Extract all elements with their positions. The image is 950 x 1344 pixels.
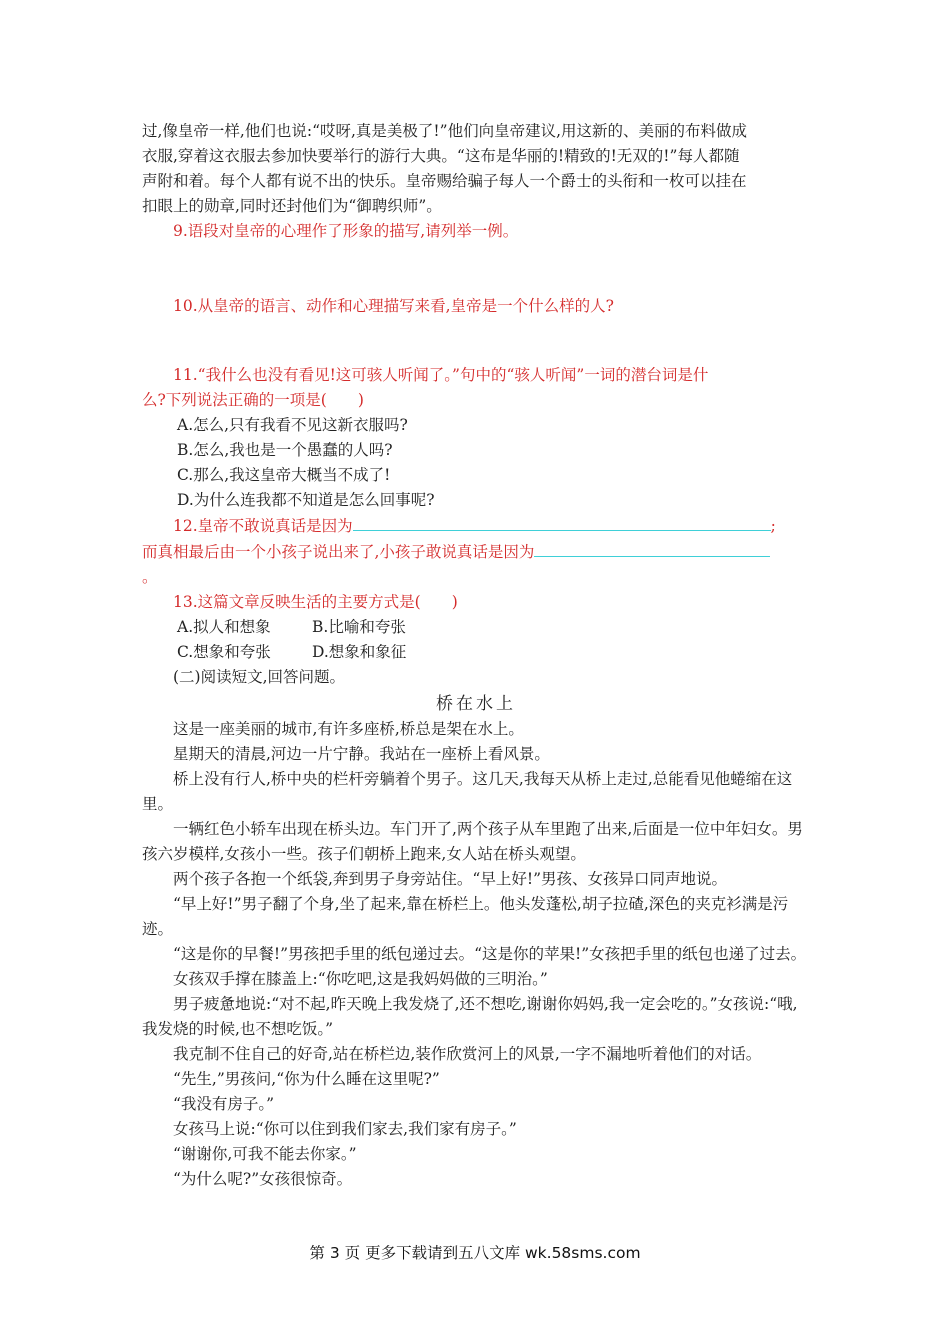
- page-footer: 第 3 页 更多下载请到五八文库 wk.58sms.com: [309, 1244, 641, 1262]
- option-row: [142, 640, 810, 665]
- question-12-line2: [142, 539, 810, 565]
- story-paragraph: 一辆红色小轿车出现在桥头边。车门开了,两个孩子从车里跑了出来,后面是一位中年妇女。男孩六岁模样,女孩小一些。孩子们朝桥上跑来,女人站在桥头观望。: [142, 820, 803, 863]
- passage-line: 过,像皇帝一样,他们也说:“哎呀,真是美极了!”他们向皇帝建议,用这新的、美丽的布料做成: [142, 122, 748, 140]
- option-a: A.怎么,只有我看不见这新衣服吗?: [177, 416, 408, 434]
- story-paragraph: “为什么呢?”女孩很惊奇。: [173, 1170, 353, 1188]
- question-11-line2: 么?下列说法正确的一项是( ): [142, 391, 364, 409]
- page-content: [142, 119, 810, 1192]
- question-10: 10.从皇帝的语言、动作和心理描写来看,皇帝是一个什么样的人?: [173, 297, 614, 315]
- story-paragraph: 这是一座美丽的城市,有许多座桥,桥总是架在水上。: [173, 720, 524, 738]
- question-11-line1: 11.“我什么也没有看见!这可骇人听闻了。”句中的“骇人听闻”一词的潜台词是什: [173, 366, 709, 384]
- question-12-line1: [142, 513, 810, 539]
- question-12-end: 。: [142, 568, 158, 586]
- option-c: C.想象和夸张: [177, 643, 271, 661]
- story-paragraph: 女孩马上说:“你可以住到我们家去,我们家有房子。”: [173, 1120, 517, 1138]
- story-paragraph: 桥上没有行人,桥中央的栏杆旁躺着个男子。这几天,我每天从桥上走过,总能看见他蜷缩在这里。: [142, 770, 793, 813]
- question-13: 13.这篇文章反映生活的主要方式是( ): [173, 593, 458, 611]
- story-paragraph: “早上好!”男子翻了个身,坐了起来,靠在桥栏上。他头发蓬松,胡子拉碴,深色的夹克衫满是污迹。: [142, 895, 789, 938]
- story-paragraph: “我没有房子。”: [173, 1095, 275, 1113]
- story-paragraph: 我克制不住自己的好奇,站在桥栏边,装作欣赏河上的风景,一字不漏地听着他们的对话。: [173, 1045, 762, 1063]
- option-a: A.拟人和想象: [177, 618, 271, 636]
- option-b: B.比喻和夸张: [312, 618, 406, 636]
- question-12-part1: 12.皇帝不敢说真话是因为: [173, 517, 353, 535]
- story-paragraph: 星期天的清晨,河边一片宁静。我站在一座桥上看风景。: [173, 745, 550, 763]
- answer-blank[interactable]: [353, 513, 771, 531]
- answer-blank[interactable]: [534, 539, 770, 557]
- question-9: 9.语段对皇帝的心理作了形象的描写,请列举一例。: [173, 222, 519, 240]
- passage-line: 衣服,穿着这衣服去参加快要举行的游行大典。“这布是华丽的!精致的!无双的!”每人都随: [142, 147, 740, 165]
- passage-line: 扣眼上的勋章,同时还封他们为“御聘织师”。: [142, 197, 442, 215]
- passage-line: 声附和着。每个人都有说不出的快乐。皇帝赐给骗子每人一个爵士的头衔和一枚可以挂在: [142, 172, 747, 190]
- story-title: 桥在水上: [436, 694, 516, 714]
- option-d: D.为什么连我都不知道是怎么回事呢?: [177, 491, 435, 509]
- option-c: C.那么,我这皇帝大概当不成了!: [177, 466, 391, 484]
- option-b: B.怎么,我也是一个愚蠢的人吗?: [177, 441, 393, 459]
- story-paragraph: “谢谢你,可我不能去你家。”: [173, 1145, 357, 1163]
- story-paragraph: 两个孩子各抱一个纸袋,奔到男子身旁站住。“早上好!”男孩、女孩异口同声地说。: [173, 870, 728, 888]
- story-paragraph: “先生,”男孩问,“你为什么睡在这里呢?”: [173, 1070, 440, 1088]
- story-paragraph: 女孩双手撑在膝盖上:“你吃吧,这是我妈妈做的三明治。”: [173, 970, 548, 988]
- story-paragraph: 男子疲惫地说:“对不起,昨天晚上我发烧了,还不想吃,谢谢你妈妈,我一定会吃的。”女孩说:“哦,我发烧的时候,也不想吃饭。”: [142, 995, 798, 1038]
- semicolon: ;: [770, 517, 776, 535]
- section-heading: (二)阅读短文,回答问题。: [173, 668, 346, 686]
- option-row: [142, 615, 810, 640]
- question-12-part2: 而真相最后由一个小孩子说出来了,小孩子敢说真话是因为: [142, 543, 535, 561]
- story-paragraph: “这是你的早餐!”男孩把手里的纸包递过去。“这是你的苹果!”女孩把手里的纸包也递了过去。: [173, 945, 807, 963]
- option-d: D.想象和象征: [312, 643, 407, 661]
